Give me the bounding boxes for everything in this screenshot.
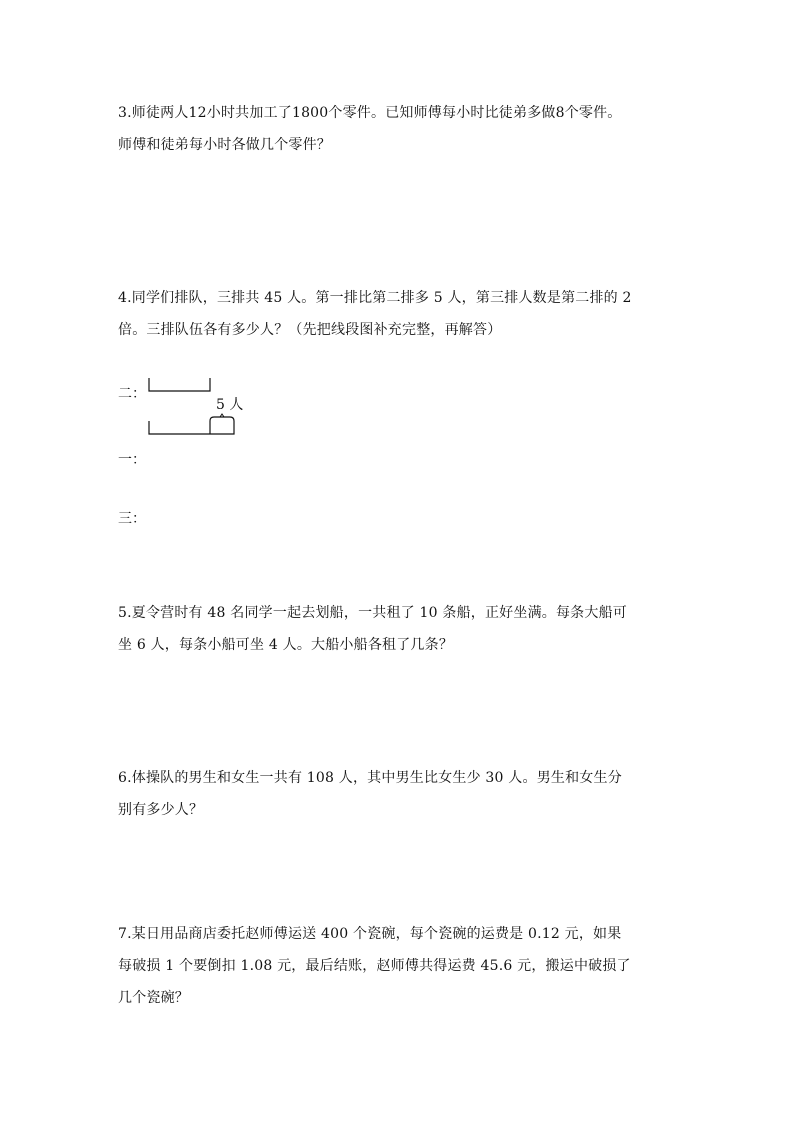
extra-five-label: 5 人: [216, 397, 244, 413]
question-7-line-3: 几个瓷碗？: [118, 990, 189, 1006]
segment-row-one: [148, 413, 238, 435]
question-6-line-2: 别有多少人？: [118, 802, 204, 818]
question-6-line-1: 6.体操队的男生和女生一共有 108 人，其中男生比女生少 30 人。男生和女生分: [118, 770, 622, 786]
diagram-row-three-label: 三：: [118, 511, 146, 527]
question-7-line-2: 每破损 1 个要倒扣 1.08 元，最后结账，赵师傅共得运费 45.6 元，搬运中破损了: [118, 958, 631, 974]
segment-row-two: [148, 378, 212, 392]
question-5-line-1: 5.夏令营时有 48 名同学一起去划船，一共租了 10 条船，正好坐满。每条大船可: [118, 605, 627, 621]
diagram-row-one-label: 一：: [118, 452, 146, 468]
question-5-line-2: 坐 6 人，每条小船可坐 4 人。大船小船各租了几条？: [118, 637, 454, 653]
question-4-line-2: 倍。三排队伍各有多少人？（先把线段图补充完整，再解答）: [118, 322, 502, 338]
question-4-line-1: 4.同学们排队，三排共 45 人。第一排比第二排多 5 人，第三排人数是第二排的 2: [118, 290, 632, 306]
question-7-line-1: 7.某日用品商店委托赵师傅运送 400 个瓷碗，每个瓷碗的运费是 0.12 元，如果: [118, 926, 622, 942]
question-3-line-1: 3.师徒两人12小时共加工了1800个零件。已知师傅每小时比徒弟多做8个零件。: [118, 105, 622, 121]
question-3-line-2: 师傅和徒弟每小时各做几个零件？: [118, 137, 331, 153]
diagram-row-two-label: 二：: [118, 386, 146, 402]
